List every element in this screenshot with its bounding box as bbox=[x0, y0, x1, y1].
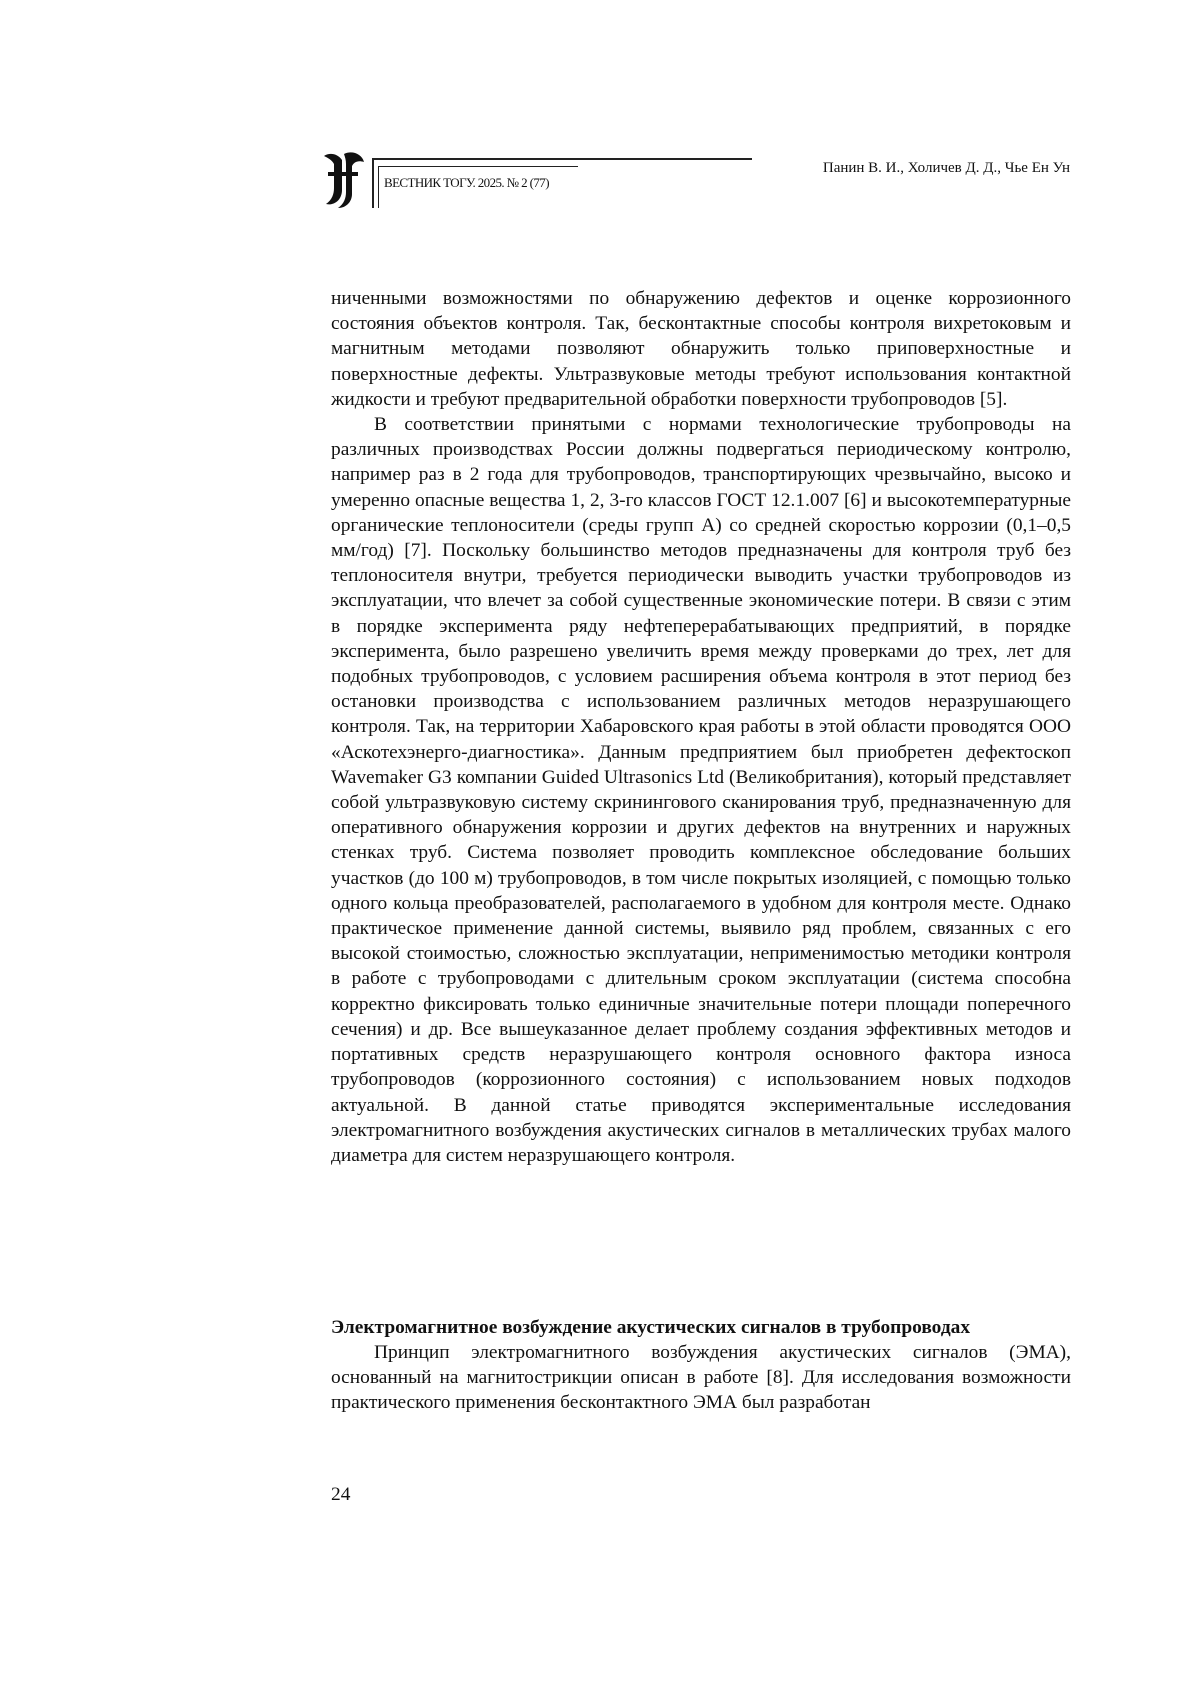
paragraph: Принцип электромагнитного возбуждения акустических сигналов (ЭМА), основанный на магнитострикции описан в работе [8]. Для исследования возможности практического применения бесконтактного ЭМА был разработан bbox=[331, 1342, 1071, 1414]
header-rule bbox=[372, 158, 752, 160]
header-rule-inner bbox=[378, 166, 578, 167]
section-body bbox=[331, 1340, 1071, 1416]
running-header bbox=[320, 150, 1080, 220]
authors: Панин В. И., Холичев Д. Д., Чье Ен Ун bbox=[822, 160, 1070, 176]
page-number: 24 bbox=[331, 1484, 351, 1505]
journal-logo-icon bbox=[320, 150, 366, 210]
header-rule-vertical-inner bbox=[378, 166, 379, 208]
body-text bbox=[331, 286, 1071, 1168]
section-heading: Электромагнитное возбуждение акустических сигналов в трубопроводах bbox=[331, 1317, 971, 1338]
paragraph: ниченными возможностями по обнаружению дефектов и оценке коррозионного состояния объектов контроля. Так, бесконтактные способы контроля вихретоковым и магнитным методами позволяют обнаружить только приповерхностные и поверхностные дефекты. Ультразвуковые методы требуют использования контактной жидкости и требуют предварительной обработки поверхности трубопроводов [5]. bbox=[331, 288, 1071, 410]
journal-title: ВЕСТНИК ТОГУ. 2025. № 2 (77) bbox=[384, 175, 549, 190]
header-rule-vertical bbox=[372, 158, 374, 208]
paragraph: В соответствии принятыми с нормами технологические трубопроводы на различных производствах России должны подвергаться периодическому контролю, например раз в 2 года для трубопроводов, транспортирующих чрезвычайно, высоко и умеренно опасные вещества 1, 2, 3-го классов ГОСТ 12.1.007 [6] и высокотемпературные органические теплоносители (среды групп А) со средней скоростью коррозии (0,1–0,5 мм/год) [7]. Поскольку большинство методов предназначены для контроля труб без теплоносителя внутри, требуется периодически выводить участки трубопроводов из эксплуатации, что влечет за собой существенные экономические потери. В связи с этим в порядке эксперимента ряду нефтеперерабатывающих предприятий, в порядке эксперимента, было разрешено увеличить время между проверками до трех, лет для подобных трубопроводов, с условием расширения объема контроля в этот период без остановки производства с использованием различных методов неразрушающего контроля. Так, на территории Хабаровского края работы в этой области проводятся ООО «Аскотехэнерго-диагностика». Данным предприятием был приобретен дефектоскоп Wavemaker G3 компании Guided Ultrasonics Ltd (Великобритания), который представляет собой ультразвуковую систему скринингового сканирования труб, предназначенную для оперативного обнаружения коррозии и других дефектов на внутренних и наружных стенках труб. Система позволяет проводить комплексное обследование больших участков (до 100 м) трубопроводов, в том числе покрытых изоляцией, с помощью только одного кольца преобразователей, располагаемого в удобном для контроля месте. Однако практическое применение данной системы, выявило ряд проблем, связанных с его высокой стоимостью, сложностью эксплуатации, неприменимостью методики контроля в работе с трубопроводами с длительным сроком эксплуатации (система способна корректно фиксировать только единичные значительные потери площади поперечного сечения) и др. Все вышеуказанное делает проблему создания эффективных методов и портативных средств неразрушающего контроля основного фактора износа трубопроводов (коррозионного состояния) с использованием новых подходов актуальной. В данной статье приводятся экспериментальные исследования электромагнитного возбуждения акустических сигналов в металлических трубах малого диаметра для систем неразрушающего контроля. bbox=[331, 414, 1071, 1166]
